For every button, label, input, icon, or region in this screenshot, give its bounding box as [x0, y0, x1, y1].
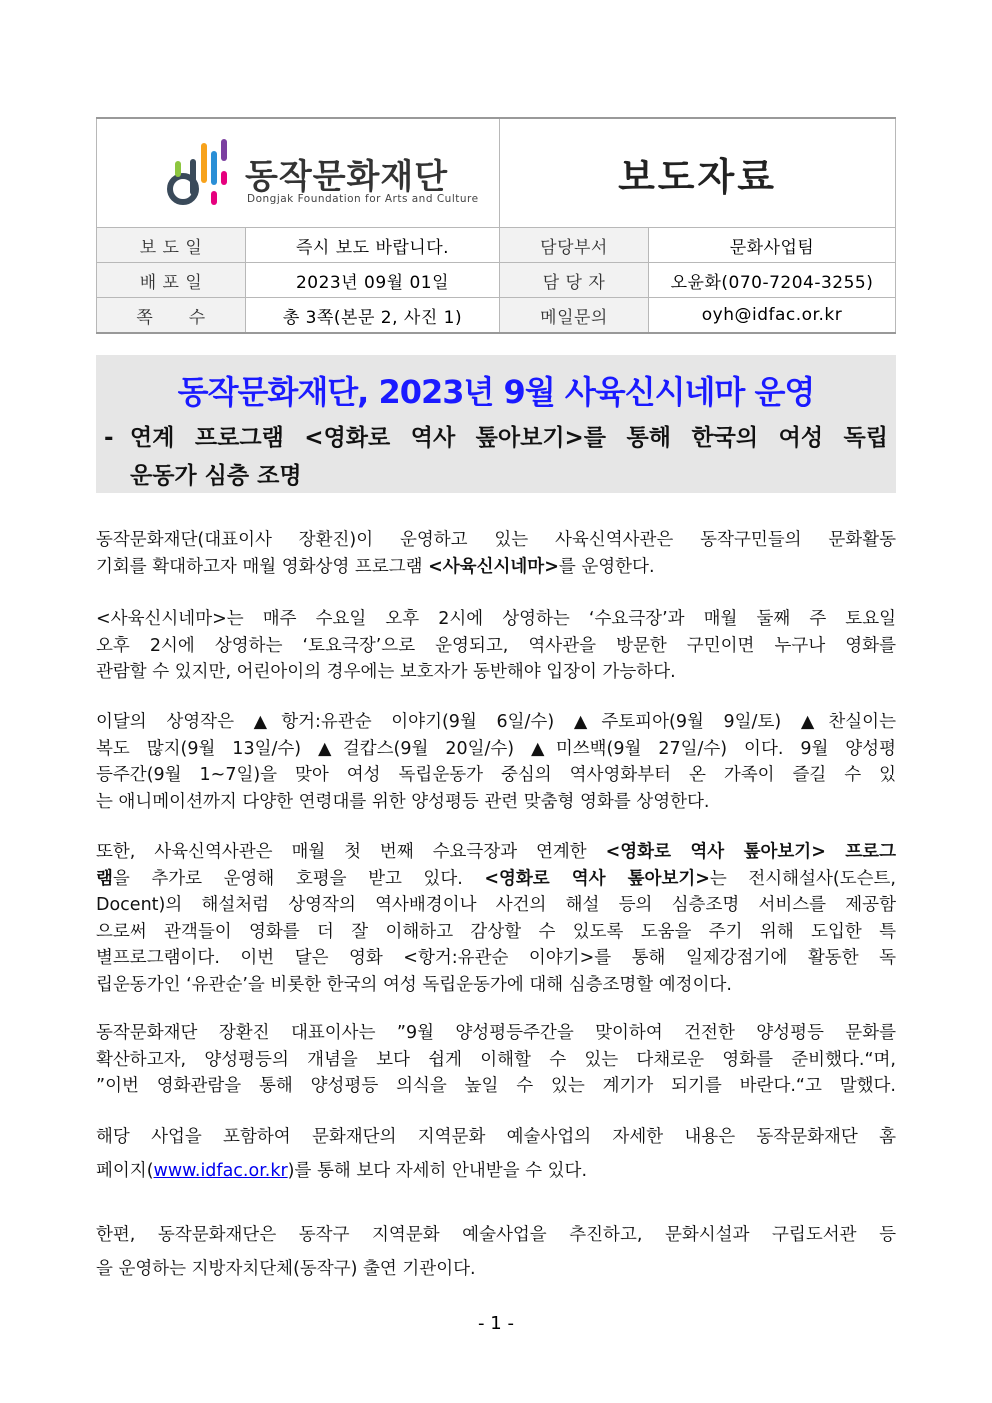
value-release-date: 즉시 보도 바랍니다. [246, 228, 500, 263]
p4-line-4: 으로써 관객들이 영화를 더 잘 이해하고 감상할 수 있도록 도움을 주기 위해 도입한 특 [96, 921, 896, 942]
p6-text-b: )를 통해 보다 자세히 안내받을 수 있다. [287, 1161, 588, 1181]
p4-text-b: 을 추가로 운영해 호평을 받고 있다. [112, 868, 485, 889]
main-title: 동작문화재단, 2023년 9월 사육신시네마 운영 [177, 373, 815, 411]
p4-line-2 [96, 866, 896, 893]
p3-line-2: 복도 많지(9월 13일/수) ▲걸캅스(9월 20일/수) ▲미쓰백(9월 27일/수) 이다. 9월 양성평 [96, 738, 896, 759]
p5-line-3: ”이번 영화관람을 통해 양성평등 의식을 높일 수 있는 계기가 되기를 바란다.“고 말했다. [96, 1076, 896, 1096]
p4-line-3: Docent)의 해설처럼 상영작의 역사배경이나 사건의 해설 등의 심층조명 서비스를 제공함 [96, 895, 896, 915]
logo-mark-icon [167, 137, 237, 209]
p1-bold-title: <사육신시네마> [428, 556, 559, 577]
value-department: 문화사업팀 [649, 228, 896, 263]
p1-line-2 [96, 554, 896, 581]
paragraph-4 [96, 839, 896, 998]
sub-title [104, 419, 888, 495]
logo-cell [97, 118, 500, 228]
label-contact-person: 담 당 자 [500, 263, 649, 298]
homepage-link[interactable]: www.idfac.or.kr [153, 1161, 288, 1181]
value-distribution-date: 2023년 09월 01일 [246, 263, 500, 298]
p2-line-3: 관람할 수 있지만, 어린아이의 경우에는 보호자가 동반해야 입장이 가능하다. [96, 662, 676, 682]
p4-line-1 [96, 839, 896, 866]
page-number: - 1 - [478, 1313, 514, 1334]
doc-type-cell [500, 118, 896, 228]
sub-title-dash: - [104, 425, 114, 451]
p2-line-2: 오후 2시에 상영하는 ‘토요극장’으로 운영되고, 역사관을 방문한 구민이면 누구나 영화를 [96, 635, 896, 656]
label-release-date: 보 도 일 [97, 228, 246, 263]
paragraph-7 [96, 1218, 896, 1286]
p1-text-c: 를 운영한다. [558, 556, 655, 577]
label-email: 메일문의 [500, 298, 649, 334]
value-page-count: 총 3쪽(본문 2, 사진 1) [246, 298, 500, 334]
p4-line-5: 별프로그램이다. 이번 달은 영화 <항거:유관순 이야기>를 통해 일제강점기에 활동한 독 [96, 948, 896, 968]
p4-bold-program-end: 램 [96, 868, 113, 889]
press-header-table [96, 117, 896, 334]
p3-line-4: 는 애니메이션까지 다양한 연령대를 위한 양성평등 관련 맞춤형 영화를 상영한다. [96, 791, 710, 812]
p2-line-1: <사육신시네마>는 매주 수요일 오후 2시에 상영하는 ‘수요극장’과 매월 둘째 주 토요일 [96, 609, 896, 629]
paragraph-6 [96, 1120, 896, 1188]
p4-text-d: 는 전시해설사(도슨트, [709, 868, 896, 889]
paragraph-3 [96, 709, 896, 815]
p5-line-2: 확산하고자, 양성평등의 개념을 보다 쉽게 이해할 수 있는 다채로운 영화를 준비했다.“며, [96, 1049, 896, 1070]
label-distribution-date: 배 포 일 [97, 263, 246, 298]
p6-line-1: 해당 사업을 포함하여 문화재단의 지역문화 예술사업의 자세한 내용은 동작문화재단 홈 [96, 1127, 896, 1147]
sub-title-line-2: 운동가 심층 조명 [130, 463, 302, 489]
p5-line-1: 동작문화재단 장환진 대표이사는 ”9월 양성평등주간을 맞이하여 건전한 양성평등 문화를 [96, 1023, 896, 1043]
p1-line-1: 동작문화재단(대표이사 장환진)이 운영하고 있는 사육신역사관은 동작구민들의 문화활동 [96, 530, 896, 550]
p1-text-a: 기회를 확대하고자 매월 영화상영 프로그램 [96, 556, 429, 577]
paragraph-5 [96, 1020, 896, 1100]
org-name-en: Dongjak Foundation for Arts and Culture [247, 193, 479, 205]
p4-bold-program: <영화로 역사 톺아보기> 프로그 [605, 842, 896, 862]
p6-line-2 [96, 1154, 896, 1188]
p4-text-a: 또한, 사육신역사관은 매월 첫 번째 수요극장과 연계한 [96, 842, 606, 862]
p3-line-3: 등주간(9월 1~7일)을 맞아 여성 독립운동가 중심의 역사영화부터 온 가족이 즐길 수 있 [96, 765, 896, 785]
p4-bold-program-2: <영화로 역사 톺아보기> [484, 868, 710, 889]
label-page-count: 쪽 수 [97, 298, 246, 334]
paragraph-2 [96, 606, 896, 686]
p6-text-a: 페이지( [96, 1161, 154, 1181]
value-contact-person: 오윤화(070-7204-3255) [649, 263, 896, 298]
doc-type-title: 보도자료 [618, 154, 777, 199]
p3-line-1: 이달의 상영작은 ▲항거:유관순 이야기(9월 6일/수) ▲주토피아(9월 9일/토) ▲찬실이는 [96, 712, 896, 732]
p7-line-2: 을 운영하는 지방자치단체(동작구) 출연 기관이다. [96, 1259, 476, 1279]
label-department: 담당부서 [500, 228, 649, 263]
headline-box [96, 355, 896, 493]
p7-line-1: 한편, 동작문화재단은 동작구 지역문화 예술사업을 추진하고, 문화시설과 구립도서관 등 [96, 1225, 896, 1245]
foundation-logo [97, 119, 499, 227]
value-email[interactable]: oyh@idfac.or.kr [649, 298, 896, 334]
p4-line-6: 립운동가인 ‘유관순’을 비롯한 한국의 여성 독립운동가에 대해 심층조명할 예정이다. [96, 974, 732, 995]
sub-title-line-1: 연계 프로그램 <영화로 역사 톺아보기>를 통해 한국의 여성 독립 [130, 425, 888, 451]
org-name-kr: 동작문화재단 [245, 157, 449, 197]
paragraph-1 [96, 527, 896, 580]
